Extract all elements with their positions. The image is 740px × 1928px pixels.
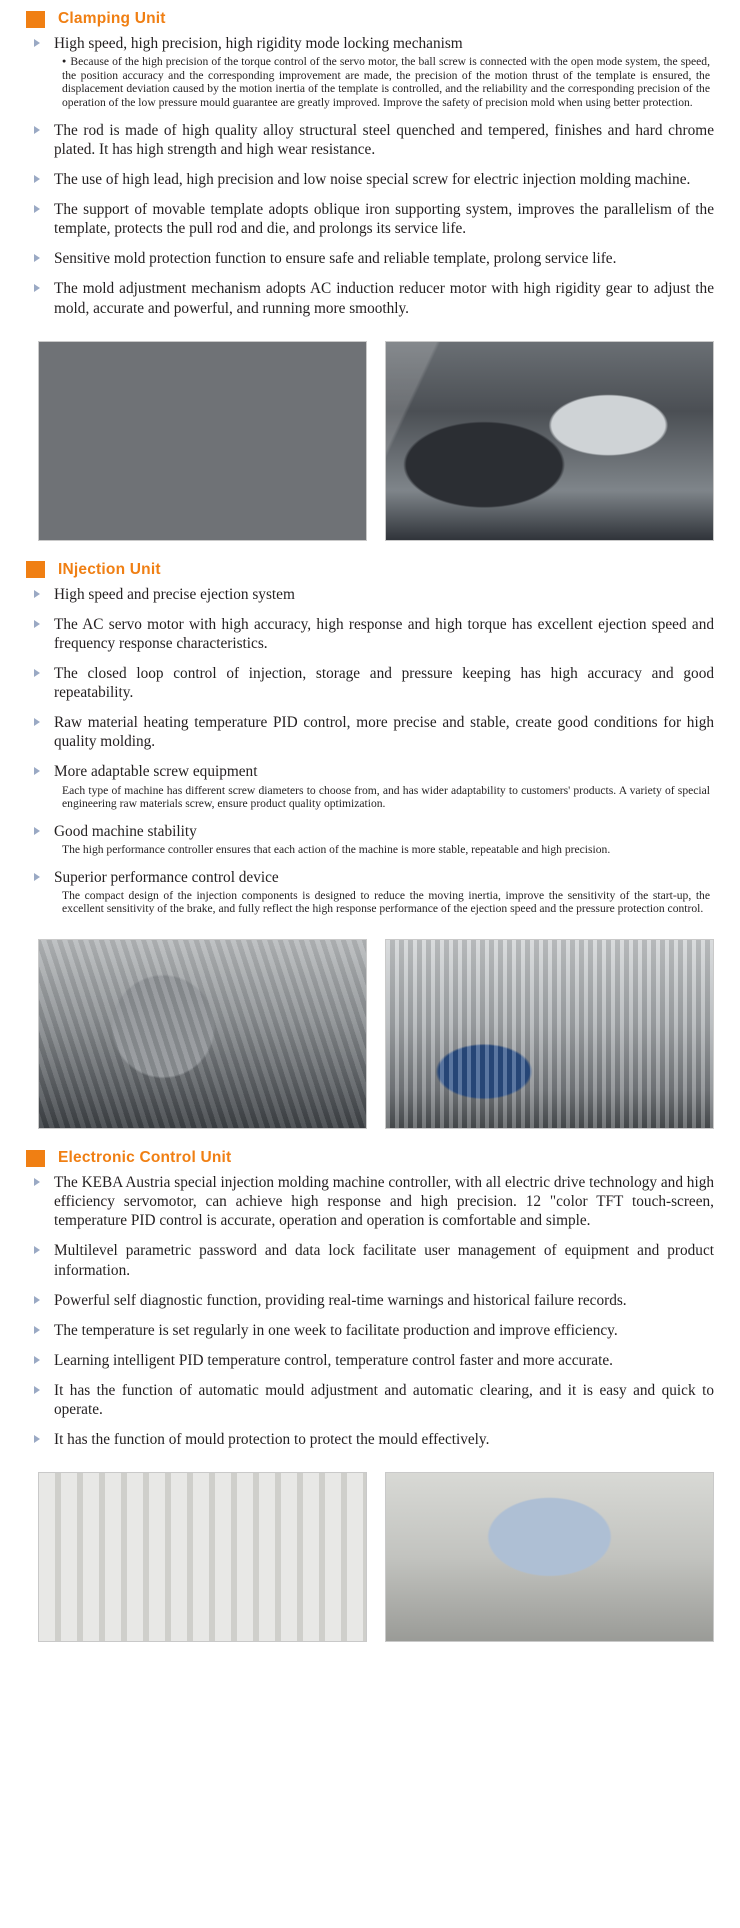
section-electronic-control-unit [0,1139,740,1449]
arrow-bullet-icon [34,175,40,183]
bullet-text: The use of high lead, high precision and low noise special screw for electric injection molding machine. [54,171,691,189]
arrow-bullet-icon [34,1356,40,1364]
injection-unit-photo-right [385,939,714,1129]
section-title-electronic-control: Electronic Control Unit [58,1149,232,1167]
photo-row-injection [0,927,740,1139]
bullet-text: High speed and precise ejection system [54,585,295,603]
arrow-bullet-icon [34,873,40,881]
arrow-bullet-icon [34,39,40,47]
list-item [30,1351,714,1370]
injection-unit-photo-left [38,939,367,1129]
section-title-injection: INjection Unit [58,560,161,578]
orange-marker-icon [26,561,45,578]
section-header-injection [26,551,714,579]
bullet-text: Multilevel parametric password and data lock facilitate user management of equipment and product information. [54,1242,714,1279]
orange-marker-icon [26,11,45,28]
arrow-bullet-icon [34,1246,40,1254]
bullet-subtext: The compact design of the injection components is designed to reduce the moving inertia, improve the sensitivity of the start-up, the excellent sensitivity of the brake, and fully reflect the high response performance of the ejection speed and the pressure protection control. [62,888,710,916]
electronic-control-photo-right [385,1472,714,1642]
bullet-text: Learning intelligent PID temperature control, temperature control faster and more accurate. [54,1351,613,1369]
bullet-list-injection [26,585,714,916]
arrow-bullet-icon [34,1296,40,1304]
photo-row-electronic-control [0,1460,740,1652]
list-item [30,279,714,317]
section-injection-unit [0,551,740,916]
arrow-bullet-icon [34,827,40,835]
bullet-text: The KEBA Austria special injection molding machine controller, with all electric drive technology and high efficiency servomotor, can achieve high response and high precision. 12 "color TFT touch-screen, temperature PID control is accurate, operation and operation is comfortable and simple. [54,1174,714,1230]
bullet-text: The support of movable template adopts oblique iron supporting system, improves the parallelism of the template, protects the pull rod and die, and prolongs its service life. [54,201,714,238]
bullet-list-clamping [26,34,714,318]
clamping-unit-photo-right [385,341,714,541]
bullet-text: It has the function of automatic mould adjustment and automatic clearing, and it is easy and quick to operate. [54,1382,714,1419]
section-header-electronic-control [26,1139,714,1167]
bullet-subtext: ● Because of the high precision of the torque control of the servo motor, the ball screw is connected with the open mode system, the speed, the position accuracy and the corresponding improvement are made, the precision of the motion thrust of the template is ensured, the displacement deviation caused by the motion inertia of the template is controlled, and the reliability and the corresponding precision of the operation of the low pressure mould guarantee are greatly improved. Improve the safety of precision mold when using better protection. [54,55,714,110]
list-item [30,1381,714,1419]
bullet-text: Sensitive mold protection function to ensure safe and reliable template, prolong service life. [54,250,617,268]
clamping-unit-photo-left [38,341,367,541]
list-item [30,1430,714,1449]
arrow-bullet-icon [34,590,40,598]
list-item [30,585,714,604]
list-item [30,615,714,653]
bullet-subtext: Each type of machine has different screw diameters to choose from, and has wider adaptability to customers' products. A variety of special engineering raw materials screw, ensure product quality optimization. [62,783,710,811]
list-item [30,121,714,159]
list-item [30,822,714,857]
list-item [30,868,714,916]
arrow-bullet-icon [34,718,40,726]
arrow-bullet-icon [34,254,40,262]
arrow-bullet-icon [34,284,40,292]
list-item [30,1321,714,1340]
bullet-text: Good machine stability [54,822,197,840]
bullet-text: The mold adjustment mechanism adopts AC induction reducer motor with high rigidity gear to adjust the mold, accurate and powerful, and running more smoothly. [54,280,714,317]
arrow-bullet-icon [34,620,40,628]
bullet-text: Powerful self diagnostic function, providing real-time warnings and historical failure records. [54,1291,627,1309]
bullet-text: The temperature is set regularly in one week to facilitate production and improve efficiency. [54,1321,618,1339]
bullet-text: Raw material heating temperature PID control, more precise and stable, create good conditions for high quality molding. [54,714,714,751]
list-item [30,170,714,189]
bullet-text: It has the function of mould protection to protect the mould effectively. [54,1431,490,1449]
list-item [30,249,714,268]
arrow-bullet-icon [34,767,40,775]
arrow-bullet-icon [34,1435,40,1443]
list-item [30,200,714,238]
bullet-text: The AC servo motor with high accuracy, high response and high torque has excellent ejection speed and frequency response characteristics. [54,615,714,652]
list-item [30,1291,714,1310]
bullet-text: High speed, high precision, high rigidity mode locking mechanism [54,35,463,52]
list-item [30,1241,714,1279]
arrow-bullet-icon [34,1386,40,1394]
list-item [30,664,714,702]
bullet-text: The closed loop control of injection, storage and pressure keeping has high accuracy and good repeatability. [54,665,714,702]
bullet-subtext: The high performance controller ensures that each action of the machine is more stable, repeatable and high precision. [62,843,611,856]
bullet-text: The rod is made of high quality alloy structural steel quenched and tempered, finishes and hard chrome plated. It has high strength and high wear resistance. [54,121,714,158]
section-title-clamping: Clamping Unit [58,10,166,27]
arrow-bullet-icon [34,669,40,677]
bullet-text: More adaptable screw equipment [54,763,258,781]
bullet-text: Superior performance control device [54,868,279,886]
section-header-clamping [26,0,714,28]
section-clamping-unit [0,0,740,318]
list-item [30,34,714,110]
list-item [30,713,714,751]
electronic-control-photo-left [38,1472,367,1642]
photo-row-clamping [0,329,740,551]
arrow-bullet-icon [34,1178,40,1186]
arrow-bullet-icon [34,205,40,213]
bullet-list-electronic-control [26,1173,714,1449]
orange-marker-icon [26,1150,45,1167]
arrow-bullet-icon [34,1326,40,1334]
arrow-bullet-icon [34,126,40,134]
list-item [30,762,714,810]
list-item [30,1173,714,1230]
